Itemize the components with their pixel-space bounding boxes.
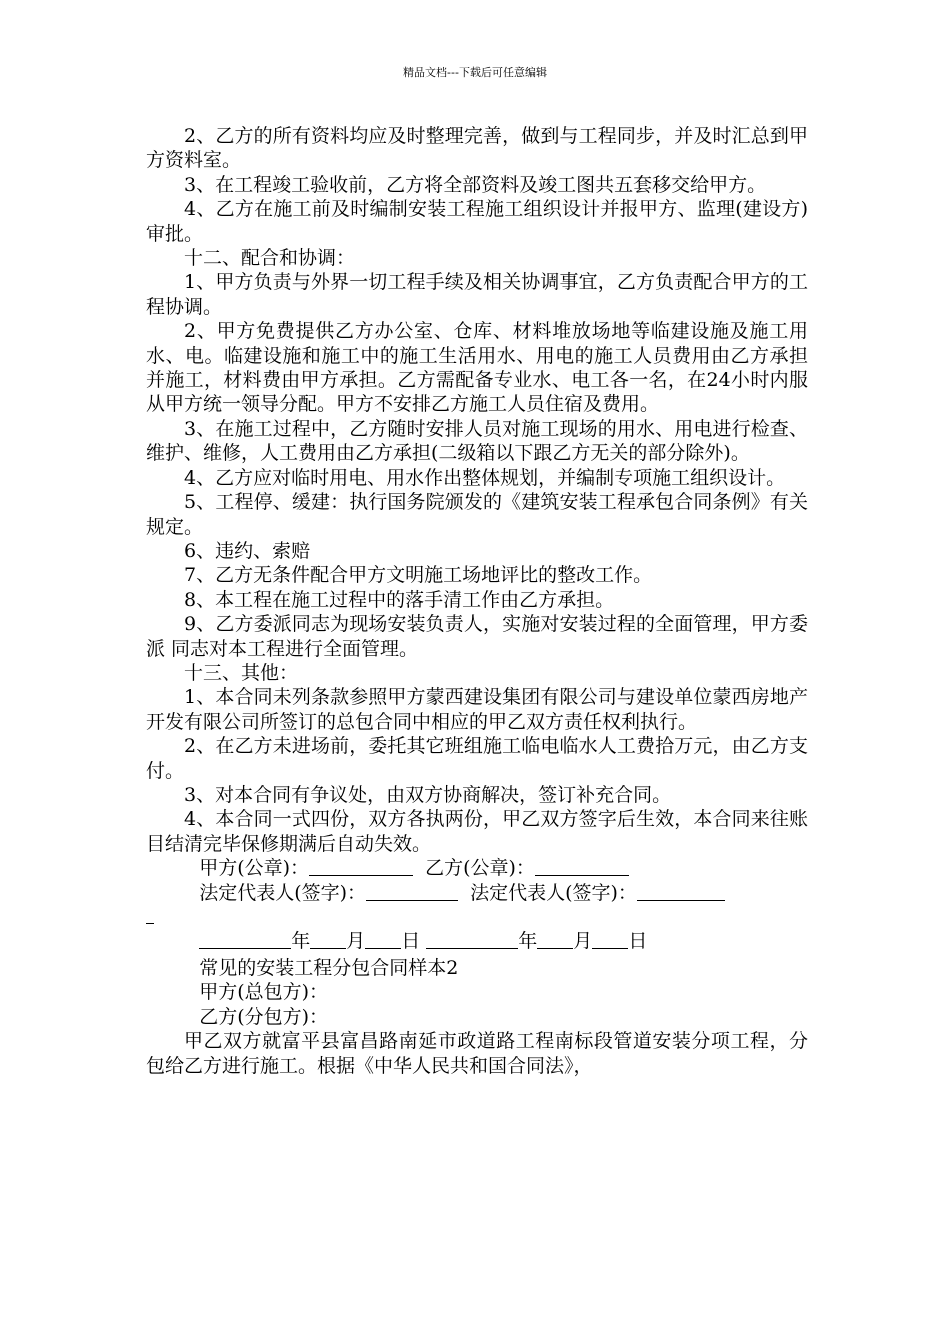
date-a-day: 日	[401, 930, 421, 952]
clause-12-4: 4、乙方应对临时用电、用水作出整体规划，并编制专项施工组织设计。	[184, 466, 786, 489]
clause-13-3: 3、对本合同有争议处，由双方协商解决，签订补充合同。	[184, 783, 672, 806]
clause-11-2: 2、乙方的所有资料均应及时整理完善，做到与工程同步，并及时汇总到甲方资料室。	[146, 125, 808, 172]
party-b-seal-blank[interactable]	[535, 857, 629, 876]
clause-12-6: 6、违约、索赔	[184, 539, 311, 562]
party-a-seal-blank[interactable]	[309, 857, 413, 876]
clause-13-4: 4、本合同一式四份，双方各执两份，甲乙双方签字后生效，本合同来往账目结清完毕保修期满后自动失效。	[146, 808, 808, 855]
clause-12-1: 1、甲方负责与外界一切工程手续及相关协调事宜，乙方负责配合甲方的工程协调。	[146, 271, 808, 318]
rep-a-label: 法定代表人(签字)：	[199, 881, 367, 904]
rep-b-blank[interactable]	[637, 882, 725, 901]
section-13-heading: 十三、其他：	[184, 661, 299, 684]
date-line	[146, 926, 808, 956]
document-body	[146, 124, 808, 1078]
date-a-month: 月	[346, 930, 366, 952]
sample2-party-a: 甲方(总包方)：	[199, 981, 329, 1004]
clause-13-1: 1、本合同未列条款参照甲方蒙西建设集团有限公司与建设单位蒙西房地产开发有限公司所签订的总包合同中相应的甲乙双方责任权利执行。	[146, 686, 808, 733]
clause-12-8: 8、本工程在施工过程中的落手清工作由乙方承担。	[184, 588, 615, 611]
representative-line	[146, 881, 808, 905]
date-b-day: 日	[628, 930, 648, 952]
page-header: 精品文档---下载后可任意编辑	[403, 66, 547, 79]
date-a-month-blank[interactable]	[310, 930, 346, 949]
party-b-seal-label: 乙方(公章)：	[425, 857, 535, 880]
date-b-year-blank[interactable]	[426, 930, 518, 949]
rep-a-blank[interactable]	[366, 882, 458, 901]
date-b-year: 年	[518, 930, 538, 952]
clause-12-3: 3、在施工过程中，乙方随时安排人员对施工现场的用水、用电进行检查、维护、维修，人工费用由乙方承担(二级箱以下跟乙方无关的部分除外)。	[146, 417, 808, 465]
representative-line-tail	[146, 905, 808, 926]
section-12-heading: 十二、配合和协调：	[184, 247, 356, 270]
date-b-month-blank[interactable]	[537, 930, 573, 949]
sample2-intro: 甲乙双方就富平县富昌路南延市政道路工程南标段管道安装分项工程，分包给乙方进行施工。根据《中华人民共和国合同法》，	[146, 1030, 808, 1077]
date-a-year-blank[interactable]	[199, 930, 291, 949]
date-a-year: 年	[291, 930, 311, 952]
party-a-seal-label: 甲方(公章)：	[199, 857, 310, 880]
clause-11-3: 3、在工程竣工验收前，乙方将全部资料及竣工图共五套移交给甲方。	[184, 173, 767, 196]
sample2-party-b: 乙方(分包方)：	[199, 1005, 329, 1028]
seal-line	[146, 856, 808, 880]
rep-b-blank-continued[interactable]	[146, 905, 154, 924]
clause-12-7: 7、乙方无条件配合甲方文明施工场地评比的整改工作。	[184, 564, 653, 587]
clause-11-4: 4、乙方在施工前及时编制安装工程施工组织设计并报甲方、监理(建设方)审批。	[146, 198, 808, 245]
clause-12-5: 5、工程停、缓建：执行国务院颁发的《建筑安装工程承包合同条例》有关规定。	[146, 491, 808, 538]
sample2-title: 常见的安装工程分包合同样本2	[199, 957, 459, 979]
date-a-day-blank[interactable]	[365, 930, 401, 949]
rep-b-label: 法定代表人(签字)：	[470, 881, 637, 904]
clause-13-2: 2、在乙方未进场前，委托其它班组施工临电临水人工费拾万元，由乙方支付。	[146, 735, 808, 782]
clause-12-9: 9、乙方委派同志为现场安装负责人，实施对安装过程的全面管理，甲方委派 同志对本工程进行全面管理。	[146, 613, 808, 660]
date-b-day-blank[interactable]	[592, 930, 628, 949]
date-b-month: 月	[573, 930, 593, 952]
clause-12-2: 2、甲方免费提供乙方办公室、仓库、材料堆放场地等临建设施及施工用水、电。临建设施和施工中的施工生活用水、用电的施工人员费用由乙方承担并施工，材料费由甲方承担。乙方需配备专业水、电工各一名，在24小时内服从甲方统一领导分配。甲方不安排乙方施工人员住宿及费用。	[146, 320, 808, 416]
